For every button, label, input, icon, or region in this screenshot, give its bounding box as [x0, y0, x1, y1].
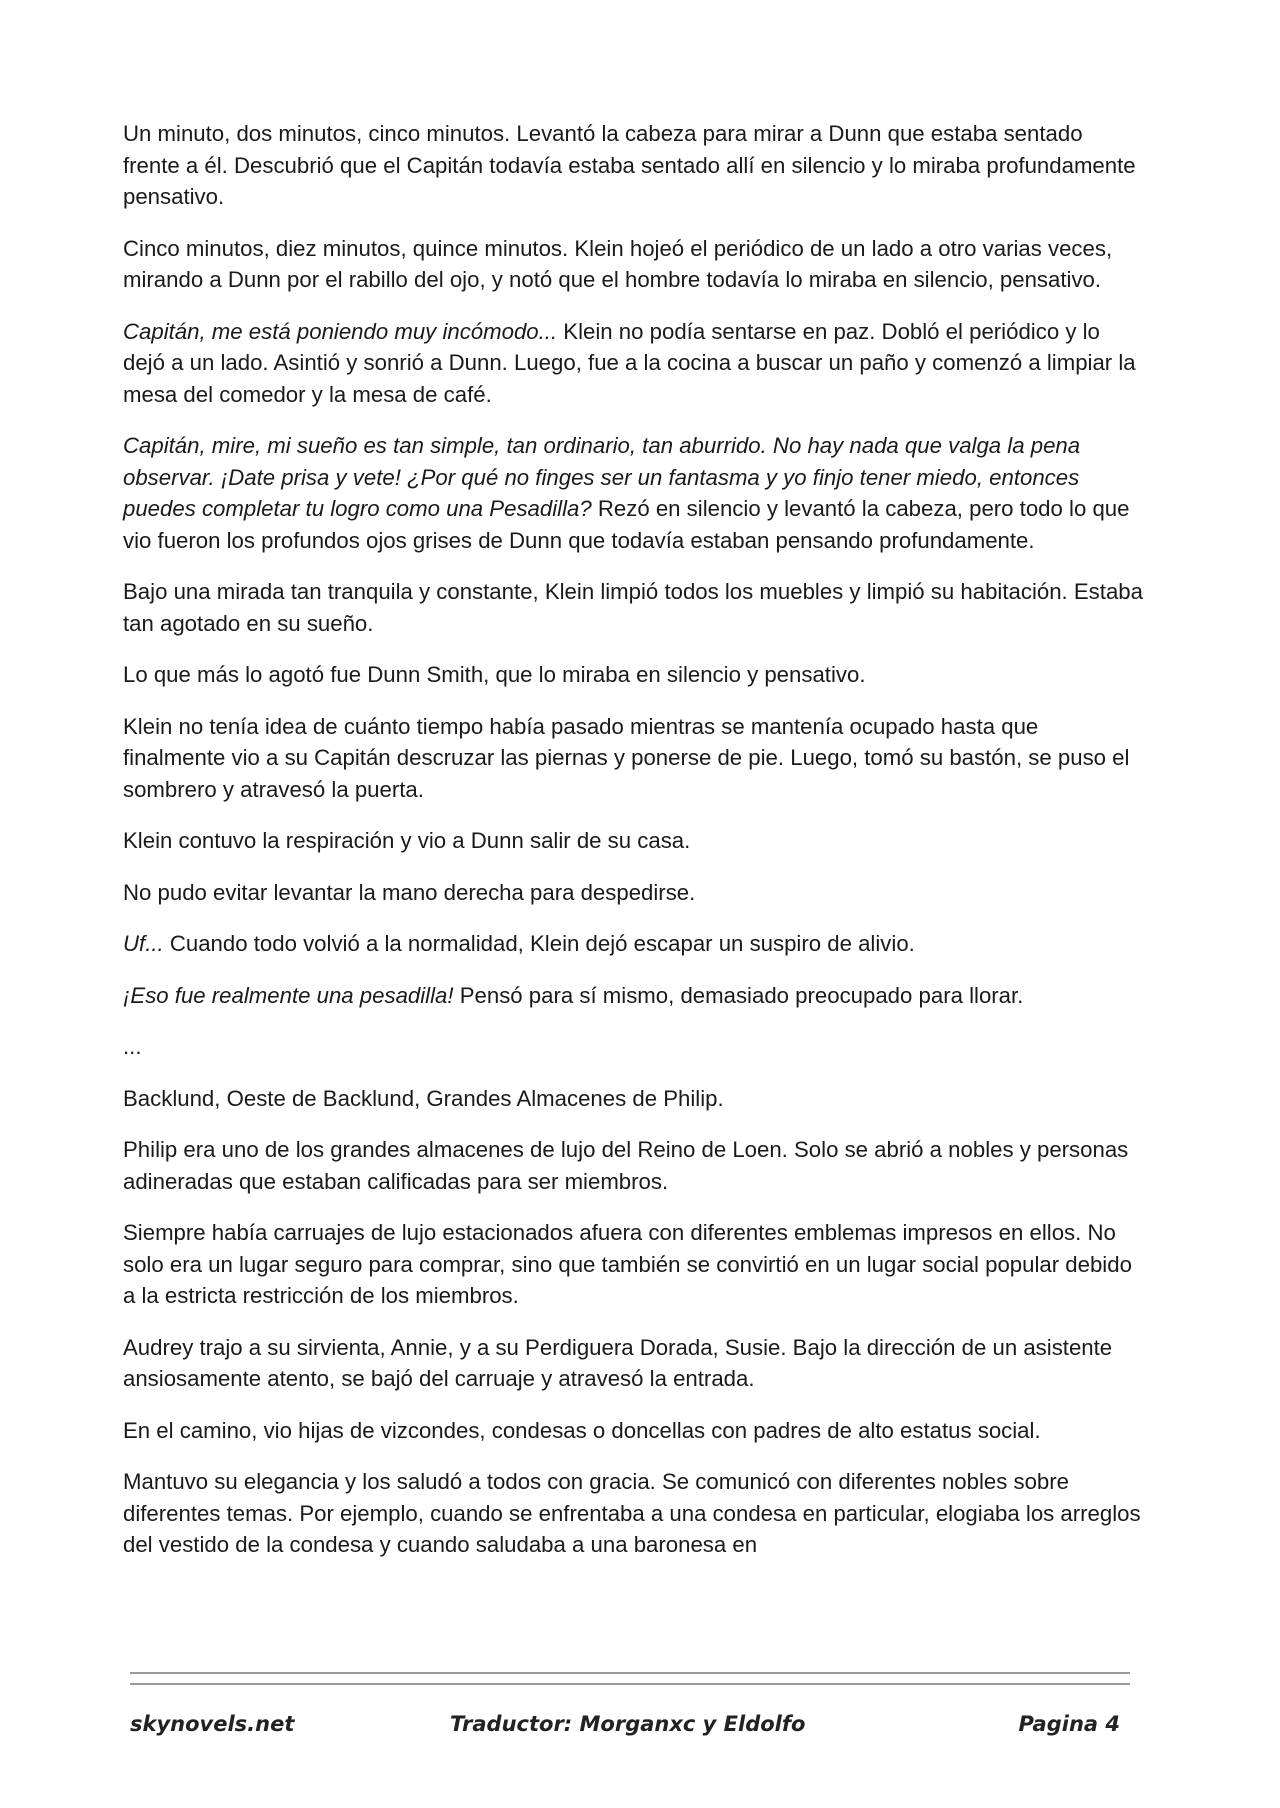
text-run: ... — [123, 1034, 142, 1059]
text-run: Audrey trajo a su sirvienta, Annie, y a su Perdiguera Dorada, Susie. Bajo la dirección de un asistente ansiosamente atento, se bajó del carruaje y atravesó la entrada. — [123, 1334, 1113, 1391]
paragraph — [123, 877, 1143, 909]
italic-text: Capitán, me está poniendo muy incómodo... — [123, 318, 558, 344]
text-run: Cuando todo volvió a la normalidad, Klein dejó escapar un suspiro de alivio. — [163, 931, 915, 956]
italic-text: ¡Eso fue realmente una pesadilla! — [123, 982, 454, 1008]
footer-divider-bottom — [130, 1683, 1130, 1685]
text-run: Pensó para sí mismo, demasiado preocupado para llorar. — [453, 982, 1024, 1008]
paragraph — [123, 576, 1143, 639]
paragraph — [123, 1031, 1143, 1063]
text-run: Un minuto, dos minutos, cinco minutos. Levantó la cabeza para mirar a Dunn que estaba sentado frente a él. Descubrió que el Capitán todavía estaba sentado allí en silencio y lo miraba profundamente pensativo. — [123, 121, 1136, 209]
text-run: Bajo una mirada tan tranquila y constante, Klein limpió todos los muebles y limpió su habitación. Estaba tan agotado en su sueño. — [123, 579, 1143, 636]
text-run: Philip era uno de los grandes almacenes de lujo del Reino de Loen. Solo se abrió a nobles y personas adineradas que estaban calificadas para ser miembros. — [123, 1137, 1129, 1194]
footer-translator: Traductor: Morganxc y Eldolfo — [450, 1712, 806, 1736]
paragraph — [123, 316, 1143, 411]
text-run: En el camino, vio hijas de vizcondes, condesas o doncellas con padres de alto estatus social. — [123, 1417, 1041, 1443]
text-run: Klein no podía sentarse en paz. Dobló el periódico y lo dejó a un lado. Asintió y sonrió a Dunn. Luego, fue a la cocina a buscar un paño y comenzó a limpiar la mesa del comedor y la mesa de café. — [123, 318, 1136, 407]
paragraph — [123, 825, 1143, 857]
paragraph — [123, 980, 1143, 1012]
page-footer — [130, 1712, 1130, 1748]
text-run: Mantuvo su elegancia y los saludó a todos con gracia. Se comunicó con diferentes nobles sobre diferentes temas. Por ejemplo, cuando se enfrentaba a una condesa en particular, elogiaba los arreglos del vestido de la condesa y cuando saludaba a una baronesa en — [123, 1469, 1141, 1557]
paragraph — [123, 430, 1143, 556]
paragraph — [123, 1415, 1143, 1447]
text-run: Backlund, Oeste de Backlund, Grandes Almacenes de Philip. — [123, 1085, 724, 1111]
text-run: Klein contuvo la respiración y vio a Dunn salir de su casa. — [123, 828, 691, 853]
text-run: Cinco minutos, diez minutos, quince minutos. Klein hojeó el periódico de un lado a otro varias veces, mirando a Dunn por el rabillo del ojo, y notó que el hombre todavía lo miraba en silencio, pensativo. — [123, 235, 1113, 292]
paragraph — [123, 118, 1143, 213]
paragraph — [123, 711, 1143, 806]
text-run: Siempre había carruajes de lujo estacionados afuera con diferentes emblemas impresos en ellos. No solo era un lugar seguro para comprar, sino que también se convirtió en un lugar social popular debido a la estricta restricción de los miembros. — [123, 1220, 1132, 1308]
paragraph — [123, 928, 1143, 960]
paragraph — [123, 659, 1143, 691]
footer-page-number: Pagina 4 — [1018, 1712, 1120, 1736]
paragraph — [123, 1332, 1143, 1395]
text-run: Klein no tenía idea de cuánto tiempo había pasado mientras se mantenía ocupado hasta que finalmente vio a su Capitán descruzar las piernas y ponerse de pie. Luego, tomó su bastón, se puso el sombrero y atravesó la puerta. — [123, 713, 1130, 802]
italic-text: Uf... — [123, 931, 164, 956]
paragraph — [123, 1466, 1143, 1561]
paragraph — [123, 233, 1143, 296]
document-body — [123, 118, 1143, 1581]
text-run: No pudo evitar levantar la mano derecha para despedirse. — [123, 879, 696, 905]
text-run: Rezó en silencio y levantó la cabeza, pero todo lo que vio fueron los profundos ojos grises de Dunn que todavía estaban pensando profundamente. — [123, 496, 1130, 553]
footer-divider-top — [130, 1672, 1130, 1674]
paragraph — [123, 1134, 1143, 1197]
italic-text: Capitán, mire, mi sueño es tan simple, tan ordinario, tan aburrido. No hay nada que valga la pena observar. ¡Date prisa y vete! ¿Por qué no finges ser un fantasma y yo finjo tener miedo, entonces puedes completar tu logro como una Pesadilla? — [123, 433, 1081, 521]
footer-site: skynovels.net — [130, 1712, 295, 1736]
paragraph — [123, 1083, 1143, 1115]
text-run: Lo que más lo agotó fue Dunn Smith, que lo miraba en silencio y pensativo. — [123, 662, 866, 687]
paragraph — [123, 1217, 1143, 1312]
